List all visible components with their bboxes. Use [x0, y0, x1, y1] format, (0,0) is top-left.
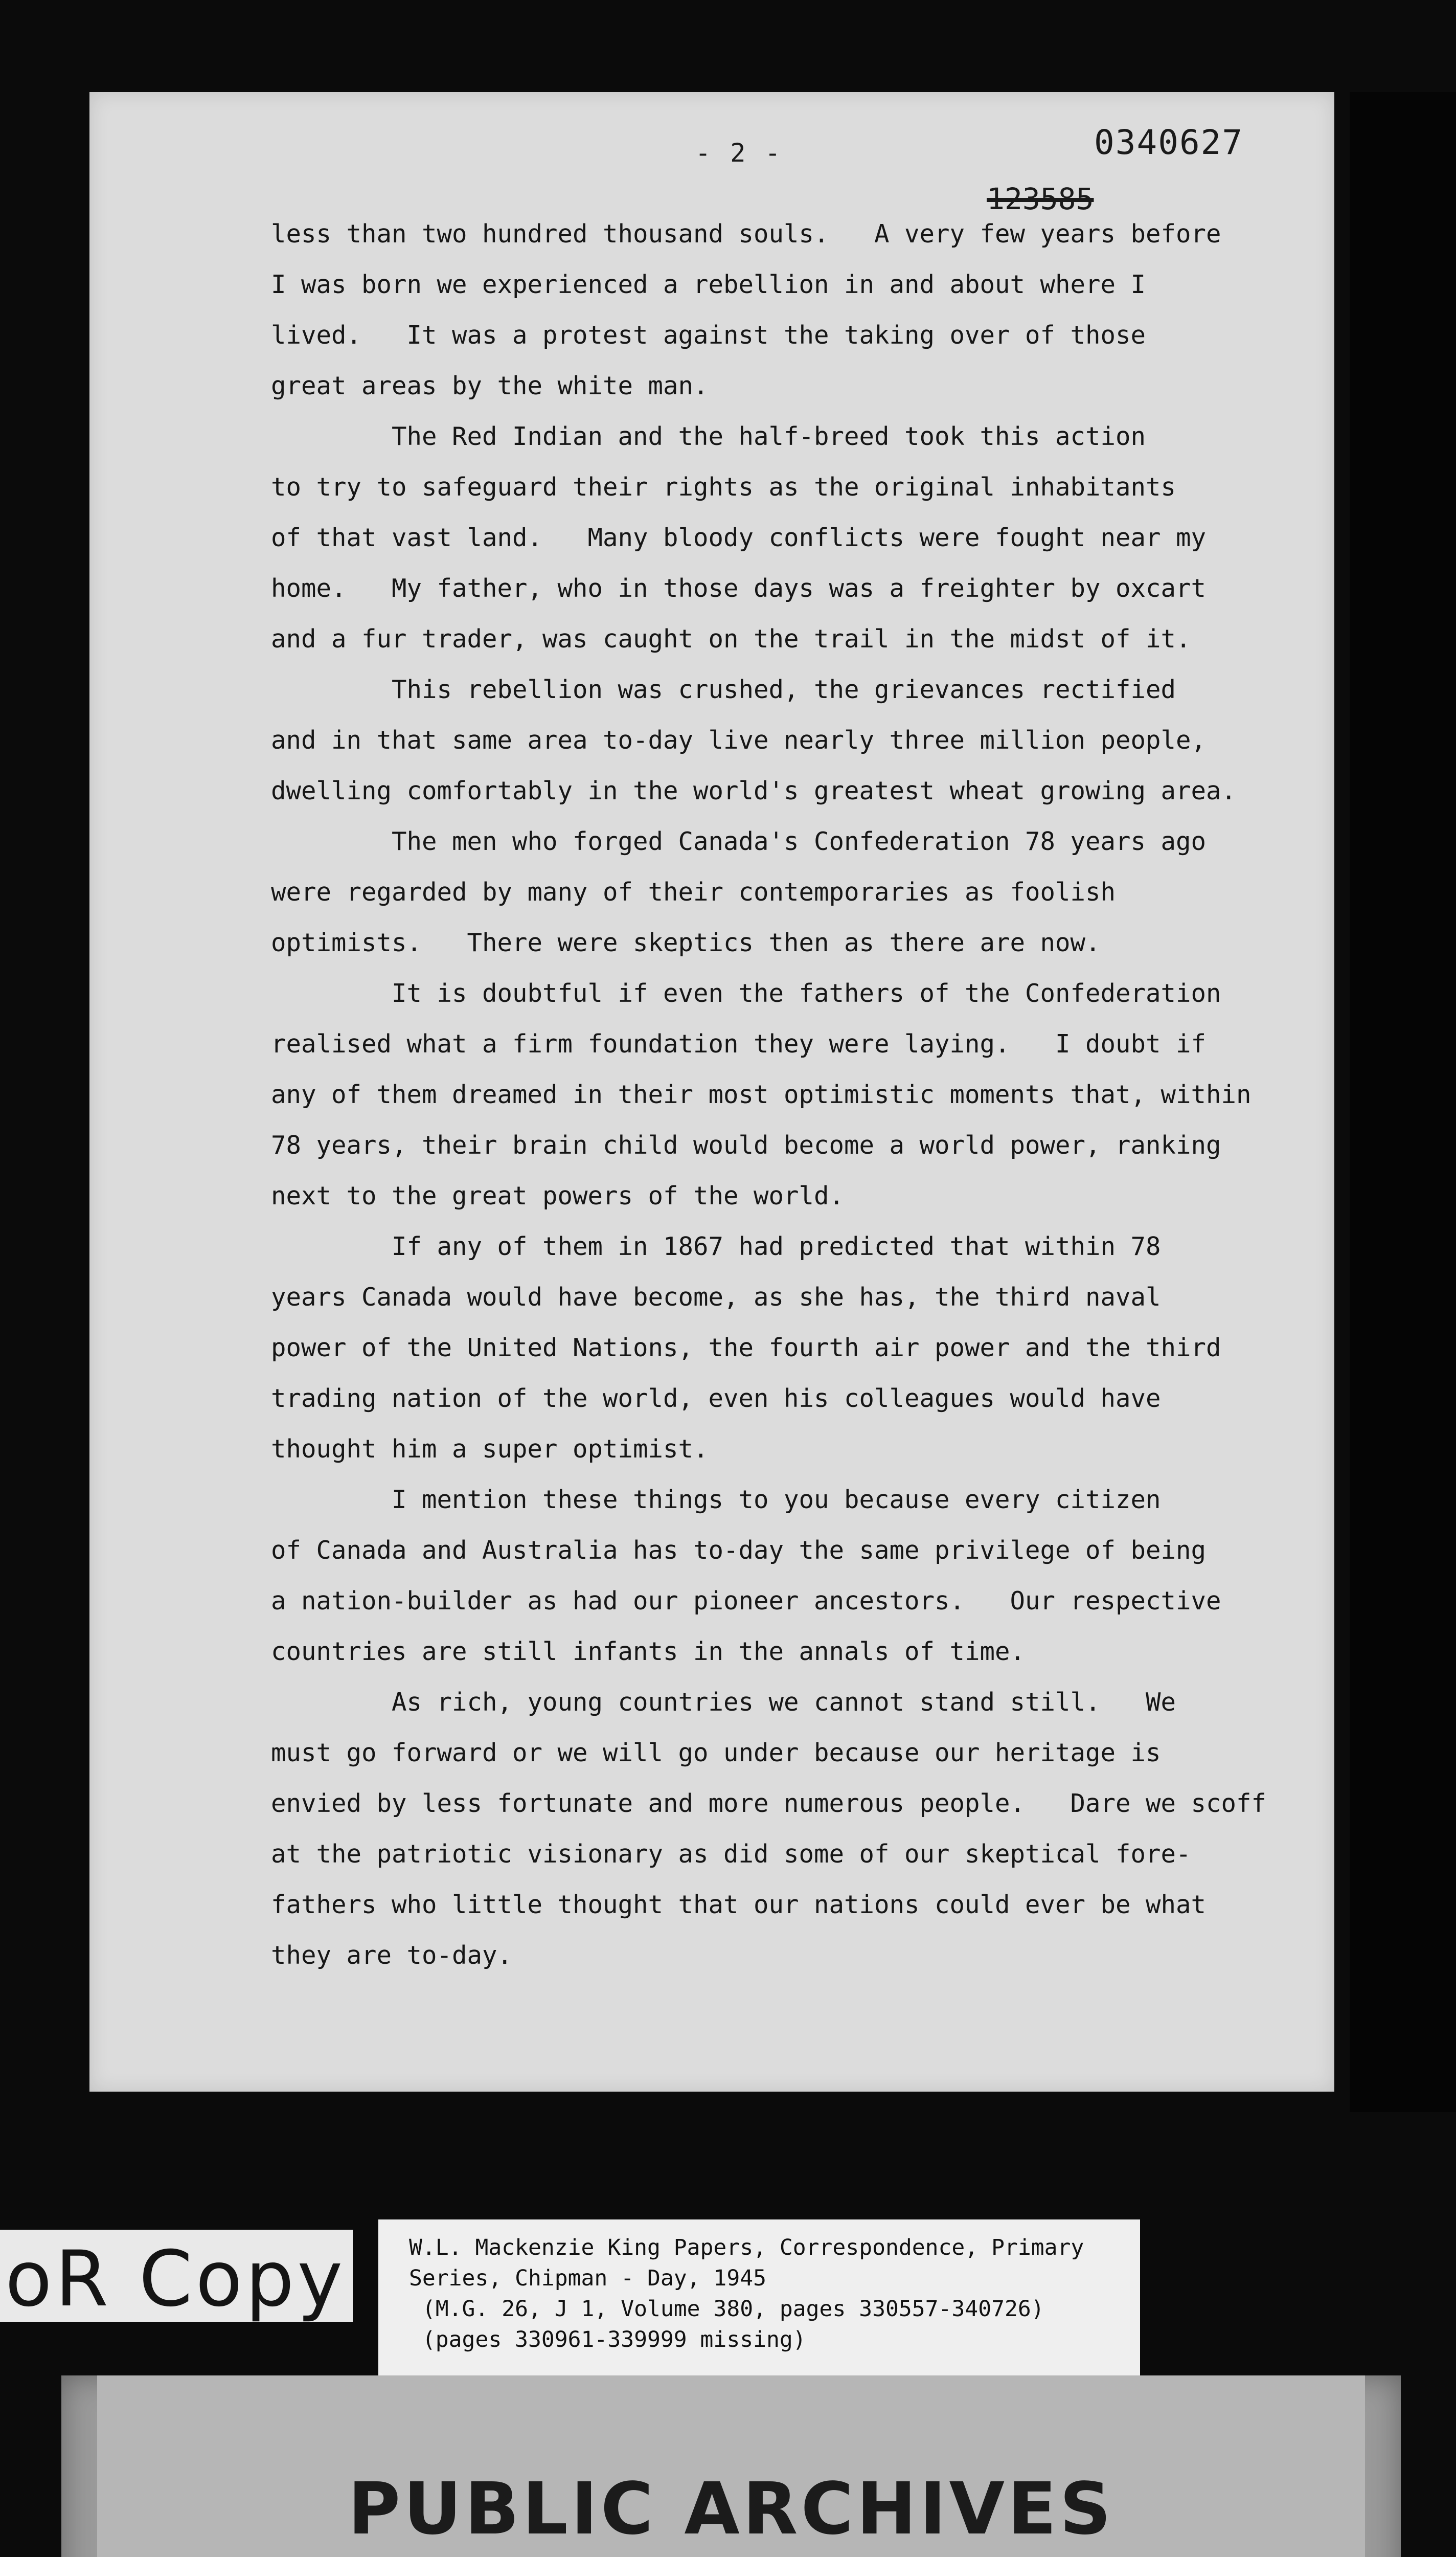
struck-old-number: 123585 [987, 182, 1094, 216]
reference-line: (pages 330961-339999 missing) [409, 2327, 806, 2352]
text-line: The men who forged Canada's Confederation 78 years ago [271, 827, 1207, 856]
text-line: great areas by the white man. [271, 371, 709, 400]
text-line: were regarded by many of their contemporaries as foolish [271, 878, 1116, 907]
page-number: - 2 - [695, 138, 783, 168]
text-line: The Red Indian and the half-breed took this action [271, 422, 1146, 451]
text-line: a nation-builder as had our pioneer ancestors. Our respective [271, 1586, 1221, 1616]
text-line: power of the United Nations, the fourth air power and the third [271, 1333, 1221, 1362]
document-number: 0340627 [1094, 123, 1244, 162]
text-line: and in that same area to-day live nearly three million people, [271, 726, 1207, 755]
text-line: to try to safeguard their rights as the original inhabitants [271, 473, 1176, 502]
text-line: next to the great powers of the world. [271, 1181, 845, 1210]
copy-tag-text: oR Copy [5, 2235, 346, 2324]
text-line: they are to-day. [271, 1941, 513, 1970]
copy-tag [0, 2230, 353, 2322]
text-line: any of them dreamed in their most optimistic moments that, within [271, 1080, 1252, 1109]
reference-line: (M.G. 26, J 1, Volume 380, pages 330557-340726) [409, 2296, 1044, 2322]
stamp-line-1: PUBLIC ARCHIVES [348, 2468, 1114, 2551]
text-line: realised what a firm foundation they were laying. I doubt if [271, 1029, 1207, 1059]
text-line: I was born we experienced a rebellion in and about where I [271, 270, 1146, 299]
text-line: must go forward or we will go under because our heritage is [271, 1738, 1161, 1767]
text-line: fathers who little thought that our nations could ever be what [271, 1890, 1207, 1919]
text-line: dwelling comfortably in the world's greatest wheat growing area. [271, 776, 1237, 805]
text-line: It is doubtful if even the fathers of the Confederation [271, 979, 1221, 1008]
text-line: 78 years, their brain child would become a world power, ranking [271, 1131, 1221, 1160]
text-line: years Canada would have become, as she has, the third naval [271, 1283, 1161, 1312]
text-line: and a fur trader, was caught on the trail in the midst of it. [271, 624, 1191, 654]
text-line: at the patriotic visionary as did some of our skeptical fore- [271, 1840, 1191, 1869]
text-line: This rebellion was crushed, the grievances rectified [271, 675, 1176, 704]
reference-line: Series, Chipman - Day, 1945 [409, 2266, 766, 2291]
reference-line: W.L. Mackenzie King Papers, Correspondence, Primary [409, 2235, 1084, 2260]
text-line: countries are still infants in the annals of time. [271, 1637, 1026, 1666]
text-line: less than two hundred thousand souls. A very few years before [271, 219, 1221, 249]
scan-edge [1350, 92, 1456, 2112]
text-line: lived. It was a protest against the taking over of those [271, 321, 1146, 350]
text-line: thought him a super optimist. [271, 1434, 709, 1464]
text-line: of that vast land. Many bloody conflicts were fought near my [271, 523, 1207, 552]
text-line: If any of them in 1867 had predicted that within 78 [271, 1232, 1161, 1261]
reference-label [378, 2219, 1140, 2378]
text-line: As rich, young countries we cannot stand still. We [271, 1688, 1176, 1717]
archives-stamp [61, 2375, 1401, 2557]
text-line: envied by less fortunate and more numerous people. Dare we scoff [271, 1789, 1267, 1818]
text-line: of Canada and Australia has to-day the same privilege of being [271, 1536, 1207, 1565]
body-text [271, 209, 1293, 1981]
text-line: trading nation of the world, even his colleagues would have [271, 1384, 1161, 1413]
text-line: optimists. There were skeptics then as there are now. [271, 928, 1101, 957]
text-line: I mention these things to you because every citizen [271, 1485, 1161, 1514]
text-line: home. My father, who in those days was a freighter by oxcart [271, 574, 1207, 603]
